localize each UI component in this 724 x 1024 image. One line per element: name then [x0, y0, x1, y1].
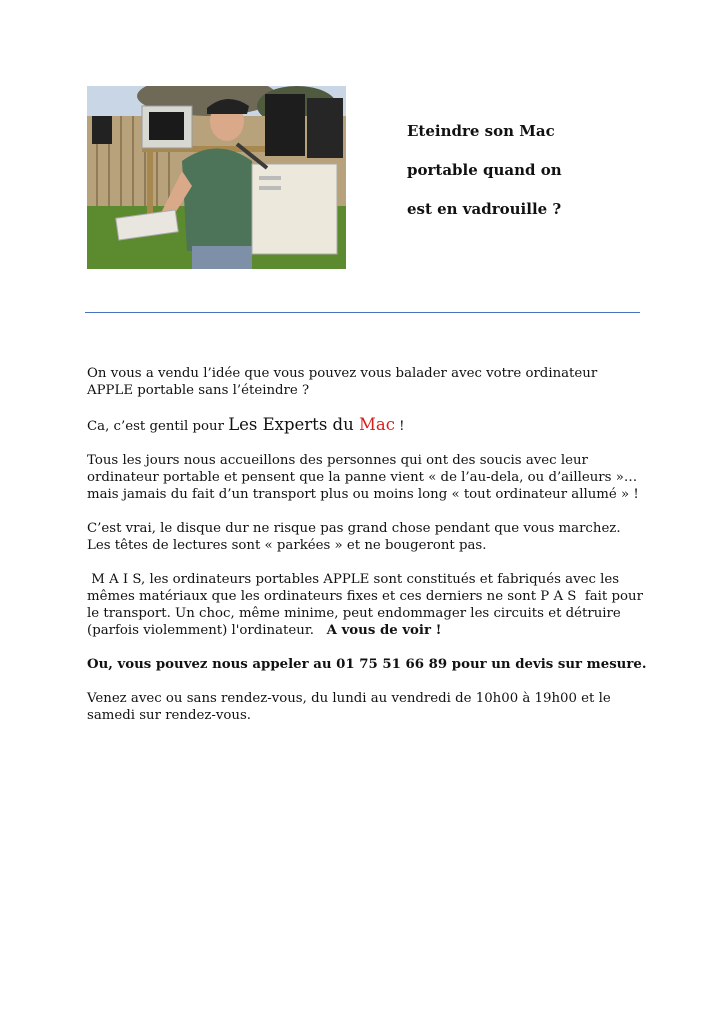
- paragraph-call: Ou, vous pouvez nous appeler au 01 75 51 66 89 pour un devis sur mesure.: [87, 657, 647, 672]
- brand-prefix: Ca, c’est gentil pour: [87, 419, 229, 434]
- warning-text: M A I S, les ordinateurs portables APPLE sont constitués et fabriqués avec les mêmes matériaux que les ordinateurs fixes et ces derniers ne sont P A S fait pour le transport. Un choc, même minime, peut endommager les circuits et détruire (parfois violemment) l'ordinateur.: [87, 572, 648, 638]
- paragraph-problem: Tous les jours nous accueillons des personnes qui ont des soucis avec leur ordinateur portable et pensent que la panne vient « de l’au-dela, ou d’ailleurs »… mais jamais du fait d’un transport plus ou moins long « tout ordinateur allumé » !: [87, 453, 639, 502]
- paragraph-brand: [87, 416, 647, 435]
- header-photo: [87, 86, 346, 269]
- paragraph-disk: C’est vrai, le disque dur ne risque pas grand chose pendant que vous marchez. Les têtes de lectures sont « parkées » et ne bougeront pas.: [87, 521, 621, 553]
- title-line-2: portable quand on: [407, 161, 562, 179]
- brand-mac: Mac: [358, 415, 395, 434]
- warning-bold: A vous de voir !: [326, 623, 442, 638]
- paragraph-hours: Venez avec ou sans rendez-vous, du lundi au vendredi de 10h00 à 19h00 et le samedi sur rendez-vous.: [87, 691, 611, 723]
- paragraph-intro: On vous a vendu l’idée que vous pouvez vous balader avec votre ordinateur APPLE portable sans l’éteindre ?: [87, 366, 598, 398]
- brand-name: Les Experts du: [228, 415, 359, 434]
- header-divider: [85, 312, 640, 313]
- brand-suffix: !: [394, 419, 405, 434]
- title-line-1: Eteindre son Mac: [407, 122, 555, 140]
- paragraph-warning: [87, 571, 647, 639]
- article-body: [87, 365, 647, 741]
- page-title: [407, 112, 667, 229]
- man-carrying-computer-image: [87, 86, 346, 269]
- title-line-3: est en vadrouille ?: [407, 200, 562, 218]
